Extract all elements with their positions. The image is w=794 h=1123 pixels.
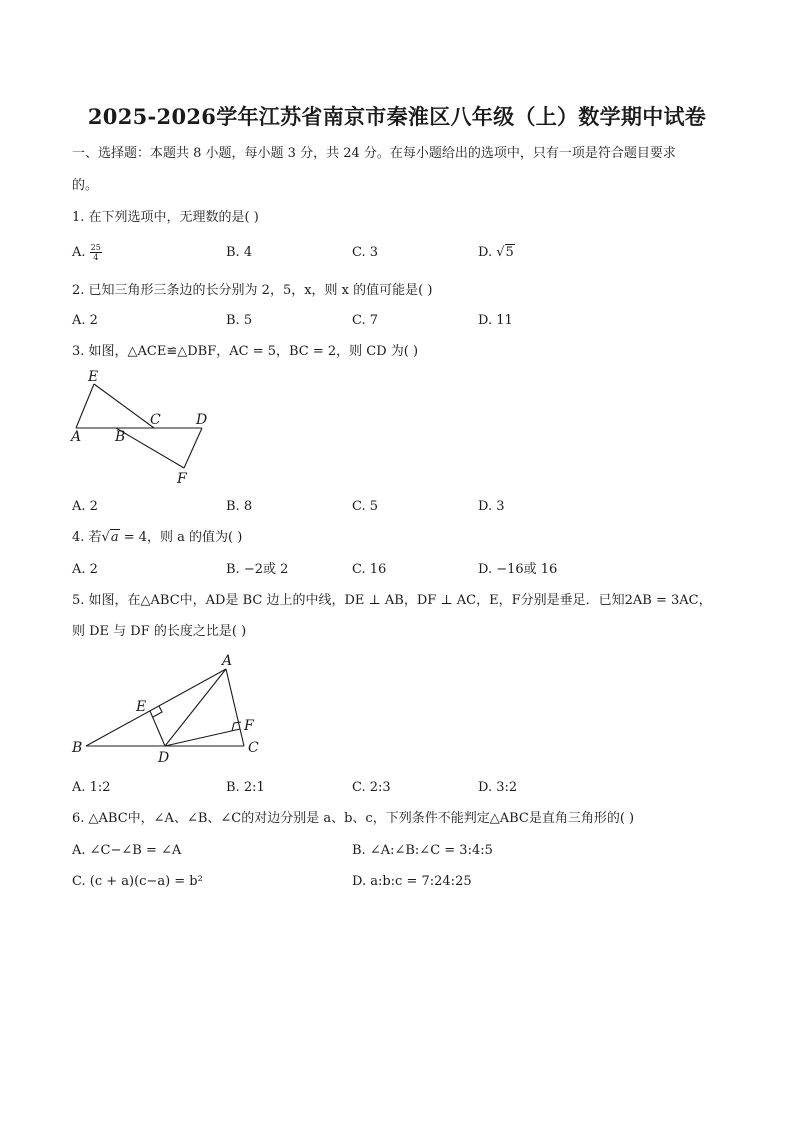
q5-label-c: C <box>248 740 259 756</box>
q1-option-c: C. 3 <box>352 245 379 260</box>
q4-option-a: A. 2 <box>72 562 98 577</box>
q1-fraction <box>90 243 102 262</box>
q5-option-c: C. 2:3 <box>352 780 391 795</box>
q6-stem: 6. △ABC中，∠A、∠B、∠C的对边分别是 a、b、c，下列条件不能判定△ABC是直角三角形的( ) <box>72 811 635 826</box>
q5-figure <box>66 648 266 768</box>
q5-label-f: F <box>244 718 254 734</box>
q3-segment-ec <box>94 384 154 428</box>
q3-label-c: C <box>150 412 161 428</box>
q5-label-a: A <box>222 653 233 669</box>
q2-option-c: C. 7 <box>352 313 379 328</box>
q3-label-e: E <box>88 369 99 385</box>
page-title: 2025-2026学年江苏省南京市秦淮区八年级（上）数学期中试卷 <box>87 104 707 129</box>
q1-option-a-label: A. <box>72 245 86 260</box>
q3-option-c: C. 5 <box>352 499 379 514</box>
q5-option-b: B. 2:1 <box>226 780 265 795</box>
q5-segment-de <box>150 711 165 746</box>
q1-fraction-num: 25 <box>90 243 101 252</box>
q6-option-c: C. (c + a)(c−a) = b² <box>72 874 203 889</box>
q1-stem: 1. 在下列选项中，无理数的是( ) <box>72 210 259 225</box>
q3-label-d: D <box>196 412 208 428</box>
q1-option-b: B. 4 <box>226 245 253 260</box>
q5-figure-lines <box>86 669 244 746</box>
q5-stem-line2: 则 DE 与 DF 的长度之比是( ) <box>72 624 247 639</box>
q1-option-a <box>72 243 102 262</box>
q6-option-b: B. ∠A:∠B:∠C = 3:4:5 <box>352 843 493 858</box>
q4-radicand: a <box>110 530 119 545</box>
q5-label-d: D <box>158 750 170 766</box>
q5-label-b: B <box>72 740 83 756</box>
q3-option-a: A. 2 <box>72 499 98 514</box>
q4-stem-prefix: 4. 若 <box>72 530 102 545</box>
q2-option-d: D. 11 <box>478 313 513 328</box>
q3-figure <box>66 365 216 490</box>
q3-label-b: B <box>115 429 126 445</box>
q5-label-e: E <box>136 699 147 715</box>
q3-segment-ea <box>76 384 94 428</box>
q4-stem-suffix: = 4，则 a 的值为( ) <box>119 530 243 545</box>
q3-segment-bf <box>116 428 184 468</box>
q5-stem-line1: 5. 如图，在△ABC中，AD是 BC 边上的中线，DE ⊥ AB，DF ⊥ AC，E，F分别是垂足．已知2AB = 3AC， <box>72 593 712 608</box>
q4-option-b: B. −2或 2 <box>226 562 289 577</box>
q3-option-b: B. 8 <box>226 499 253 514</box>
q6-option-a: A. ∠C−∠B = ∠A <box>72 843 182 858</box>
q2-stem: 2. 已知三角形三条边的长分别为 2，5，x，则 x 的值可能是( ) <box>72 283 433 298</box>
q1-fraction-den: 4 <box>93 253 99 262</box>
q6-option-d: D. a:b:c = 7:24:25 <box>352 874 472 889</box>
q5-segment-ba <box>86 669 226 746</box>
q3-option-d: D. 3 <box>478 499 505 514</box>
section-instructions-line2: 的。 <box>72 178 99 193</box>
q3-segment-df <box>184 428 202 468</box>
q5-option-a: A. 1:2 <box>72 780 111 795</box>
q1-radicand: 5 <box>505 245 514 260</box>
q2-option-a: A. 2 <box>72 313 98 328</box>
q3-figure-lines <box>76 384 202 468</box>
q4-option-d: D. −16或 16 <box>478 562 558 577</box>
q1-option-d-label: D. <box>478 245 493 260</box>
q3-stem: 3. 如图，△ACE≌△DBF，AC = 5，BC = 2，则 CD 为( ) <box>72 344 419 359</box>
q4-stem <box>72 529 242 547</box>
q5-segment-ac <box>226 669 244 746</box>
section-instructions-line1: 一、选择题：本题共 8 小题，每小题 3 分，共 24 分。在每小题给出的选项中，只有一项是符合题目要求 <box>72 146 676 161</box>
q4-option-c: C. 16 <box>352 562 387 577</box>
q5-option-d: D. 3:2 <box>478 780 518 795</box>
q1-option-d <box>478 244 515 262</box>
q5-right-angle-e <box>153 706 162 717</box>
q3-label-f: F <box>177 471 187 487</box>
q3-label-a: A <box>71 429 82 445</box>
sqrt-icon: √5 <box>496 245 514 260</box>
q2-option-b: B. 5 <box>226 313 253 328</box>
sqrt-icon: √a <box>101 530 119 545</box>
